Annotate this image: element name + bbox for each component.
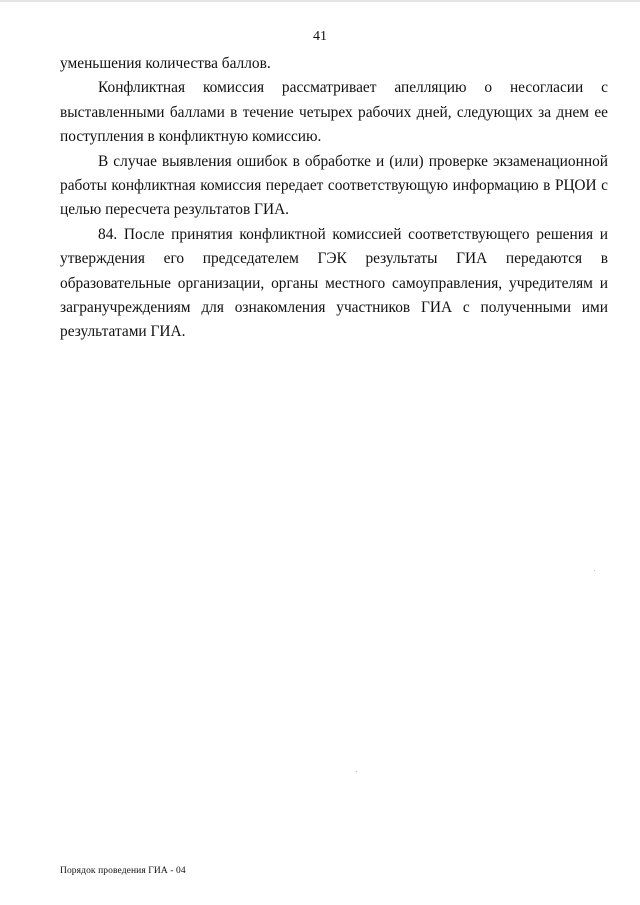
scan-speck [594, 570, 595, 571]
paragraph-84-results-transfer: 84. После принятия конфликтной комиссией соответствующего решения и утверждения его председателем ГЭК результаты ГИА передаются в образовательные организации, органы местного самоуправления, учредителям и загранучреждениям для ознакомления участников ГИА с полученными ими результатами ГИА. [60, 225, 608, 341]
page-top-edge [0, 0, 640, 2]
document-body [60, 52, 608, 345]
paragraph-continuation: уменьшения количества баллов. [60, 55, 271, 72]
page-number: 41 [313, 29, 327, 44]
paragraph-error-detection: В случае выявления ошибок в обработке и (или) проверке экзаменационной работы конфликтная комиссия передает соответствующую информацию в РЦОИ с целью пересчета результатов ГИА. [60, 152, 608, 219]
paragraph-appeal-review: Конфликтная комиссия рассматривает апелляцию о несогласии с выставленными баллами в течение четырех рабочих дней, следующих за днем ее поступления в конфликтную комиссию. [60, 79, 608, 146]
footer-document-label: Порядок проведения ГИА - 04 [60, 866, 186, 876]
scan-speck [356, 771, 357, 772]
